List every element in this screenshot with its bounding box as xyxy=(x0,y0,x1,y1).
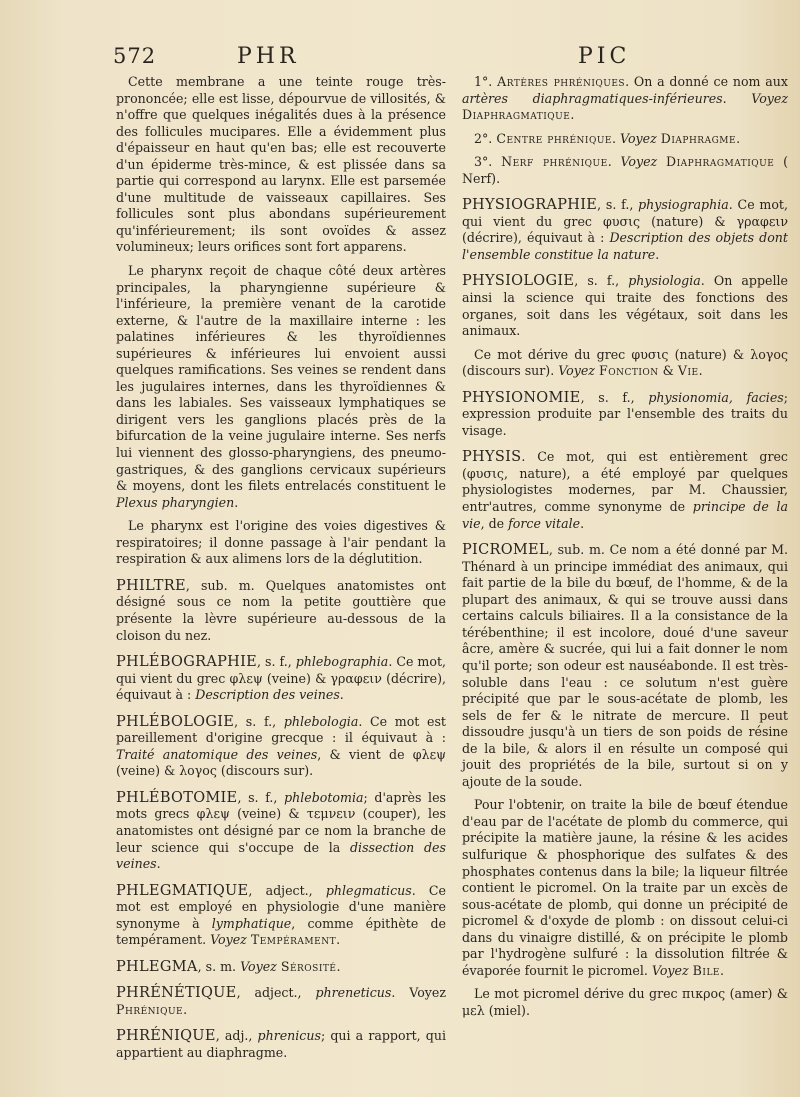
paragraph xyxy=(116,74,446,256)
body-text: . xyxy=(156,856,161,872)
cross-reference: Centre phrénique xyxy=(496,130,612,146)
dictionary-entry xyxy=(462,273,788,339)
body-text: , s. f., xyxy=(574,273,629,289)
italic-text: phlegmaticus xyxy=(325,882,412,898)
entry-headword: PHLÉBOTOMIE xyxy=(116,789,238,806)
body-text: Pour l'obtenir, on traite la bile de bœuf étendue d'eau par de l'acétate de plomb du commerce, qui précipite la matière jaune, la résine & les acides sulfurique & phosphorique des sulfates & des phosphates contenus dans la bile; la liqueur filtrée contient le picromel. On la traite par un excès de sous-acétate de plomb, qui donne un précipité de picromel & d'oxyde de plomb : on dissout celui-ci dans du vinaigre distillé, & on précipite le plomb par l'hydrogène sulfuré : la dissolution filtrée & évaporée fournit le picromel. xyxy=(462,797,788,978)
body-text: . xyxy=(570,107,575,123)
body-text: 2°. xyxy=(474,130,497,146)
body-text: . xyxy=(698,363,703,379)
body-text: , s. m. xyxy=(197,958,241,974)
running-header xyxy=(0,40,800,74)
body-text: . xyxy=(655,246,660,262)
italic-text: Voyez xyxy=(620,130,657,146)
dictionary-entry xyxy=(116,985,446,1018)
body-text: . xyxy=(234,494,239,510)
italic-text: Voyez xyxy=(240,958,277,974)
dictionary-entry xyxy=(116,959,446,976)
body-text: ( Nerf). xyxy=(462,154,789,186)
body-text: ; qui a rapport, qui appartient au diaphragme. xyxy=(116,1028,447,1060)
body-text: , de xyxy=(480,515,509,531)
italic-text: Voyez xyxy=(210,932,247,948)
body-text: Ce mot dérive du grec φυσις (nature) & λογος (discours sur). xyxy=(462,346,788,379)
italic-text: dissection des veines xyxy=(116,839,446,872)
cross-reference: Diaphragmatique xyxy=(665,154,775,170)
paragraph xyxy=(462,74,788,124)
right-column xyxy=(462,74,788,1026)
italic-text: Traité anatomique des veines xyxy=(116,746,318,762)
entry-headword: PHYSIOLOGIE xyxy=(462,273,575,290)
paragraph xyxy=(462,347,788,380)
body-text: , comme épithète de tempérament. xyxy=(116,915,446,948)
body-text: . xyxy=(722,90,752,106)
dictionary-entry xyxy=(116,790,446,873)
body-text: . xyxy=(580,515,585,531)
entry-headword: PICROMEL xyxy=(462,542,549,559)
body-text: . xyxy=(736,130,741,146)
body-text: , s. f., xyxy=(597,197,639,213)
italic-text: phlebologia xyxy=(283,713,359,729)
paragraph xyxy=(462,986,788,1019)
dictionary-entry xyxy=(116,654,446,704)
body-text: , s. f., xyxy=(234,713,284,729)
body-text: , adject., xyxy=(248,882,326,898)
italic-text: principe de la vie xyxy=(462,499,789,531)
entry-headword: PHRÉNIQUE xyxy=(116,1028,216,1045)
entry-headword: PHLÉBOLOGIE xyxy=(116,713,235,730)
italic-text: phrenicus xyxy=(257,1028,321,1044)
italic-text: Voyez xyxy=(651,962,689,978)
body-text: . Ce mot, qui vient du grec φλεψ (veine) & γραφειν (décrire), équivaut à : xyxy=(116,654,447,703)
body-text: . xyxy=(607,154,621,170)
body-text: Le mot picromel dérive du grec πικρος (amer) & μελ (miel). xyxy=(462,986,788,1018)
body-text: , adj., xyxy=(215,1028,258,1044)
italic-text: phlebotomia xyxy=(284,789,364,805)
entry-headword: PHYSIS xyxy=(462,449,522,466)
body-text: . xyxy=(183,1001,188,1017)
entry-headword: PHYSIOGRAPHIE xyxy=(462,197,598,214)
body-text: , sub. m. Ce nom a été donné par M. Thénard à un principe immédiat des animaux, qui fait partie de la bile du bœuf, de l'homme, & de la plupart des animaux, & qui se trouve aussi dans certains calculs biliaires. Il a la consistance de la térébenthine; il est incolore, doué d'une saveur âcre, amère & sucrée, qui lui a fait donner le nom qu'il porte; son odeur est nauséabonde. Il est très-soluble dans l'eau : ce solutum n'est guère précipité que par le sous-acétate de plomb, les sels de fer & le nitrate de mercure. Il peut dissoudre jusqu'à un tiers de son poids de résine de la bile, & alors il en résulte un composé qui jouit des propriétés de la bile, surtout si on y ajoute de la soude. xyxy=(462,542,788,789)
body-text: . Voyez xyxy=(391,985,447,1001)
body-text xyxy=(657,154,666,169)
dictionary-entry xyxy=(462,449,788,532)
dictionary-entry xyxy=(116,578,446,644)
italic-text: Voyez xyxy=(751,90,788,106)
italic-text: lymphatique xyxy=(211,915,292,931)
body-text: , adject., xyxy=(236,985,316,1001)
cross-reference: Vie xyxy=(677,363,699,379)
italic-text: Voyez xyxy=(558,363,595,379)
body-text: Le pharynx est l'origine des voies digestives & respiratoires; il donne passage à l'air pendant la respiration & aux alimens lors de la déglutition. xyxy=(116,518,446,567)
entry-headword: PHRÉNÉTIQUE xyxy=(116,985,237,1002)
cross-reference: Bile xyxy=(692,962,720,978)
dictionary-entry xyxy=(116,714,446,780)
body-text: 1°. xyxy=(474,74,498,89)
body-text: , & vient de φλεψ (veine) & λογος (discours sur). xyxy=(116,746,446,779)
body-text: . Ce mot est employé en physiologie d'une manière synonyme à xyxy=(116,882,446,931)
body-text: , s. f., xyxy=(237,789,285,805)
body-text: . xyxy=(336,958,341,974)
dictionary-entry xyxy=(462,390,788,440)
italic-text: artères diaphragmatiques-inférieures xyxy=(462,90,723,106)
italic-text: physiographia xyxy=(638,197,729,213)
italic-text: Plexus pharyngien xyxy=(116,494,235,510)
paragraph xyxy=(116,263,446,511)
body-text: Cette membrane a une teinte rouge très-prononcée; elle est lisse, dépourvue de villosités, & n'offre que quelques inégalités dues à la présence des follicules mucipares. Elle a évidemment plus d'épaisseur en haut qu'en bas; elle est recouverte d'un épiderme très-mince, & est plissée dans sa partie qui correspond au larynx. Elle est parsemée d'une multitude de vaisseaux capillaires. Ses follicules sont plus abondans supérieurement qu'inférieurement; ils sont ovoïdes & assez volumineux; leurs orifices sont fort apparens. xyxy=(116,74,446,255)
right-running-head: PIC xyxy=(578,44,631,69)
entry-headword: PHLEGMA xyxy=(116,958,198,975)
cross-reference: Nerf phrénique xyxy=(501,154,608,170)
cross-reference: Diaphragme xyxy=(660,130,737,146)
body-text: , sub. m. Quelques anatomistes ont désigné sous ce nom la petite gouttière que présente la lèvre supérieure au-dessous de la cloison du nez. xyxy=(116,577,446,643)
paragraph xyxy=(462,797,788,979)
paragraph xyxy=(462,154,788,187)
body-text: 3°. xyxy=(474,154,502,170)
dictionary-entry xyxy=(116,1028,446,1061)
body-text: . Ce mot, qui vient du grec φυσις (nature) & γραφειν (décrire), équivaut à : xyxy=(462,197,788,246)
cross-reference: Tempérament xyxy=(250,932,337,948)
body-text: ; expression produite par l'ensemble des traits du visage. xyxy=(462,389,788,438)
cross-reference: Phrénique xyxy=(116,1001,184,1017)
cross-reference: Artères phréniques xyxy=(497,74,626,89)
cross-reference: Diaphragmatique xyxy=(462,107,571,123)
italic-text: physionomia, facies xyxy=(648,389,784,405)
italic-text: Voyez xyxy=(620,154,658,170)
paragraph xyxy=(116,518,446,568)
entry-headword: PHLÉBOGRAPHIE xyxy=(116,654,258,671)
italic-text: phlebographia xyxy=(295,654,389,670)
left-running-head: PHR xyxy=(237,44,300,69)
body-text: ; d'après les mots grecs φλεψ (veine) & τεμνειν (couper), les anatomistes ont désigné par ce nom la branche de leur science qui s'occupe de la xyxy=(116,789,446,855)
body-text: , s. f., xyxy=(580,389,649,405)
dictionary-entry xyxy=(116,883,446,949)
body-text: . xyxy=(336,932,341,948)
page-number: 572 xyxy=(113,44,157,68)
italic-text: force vitale xyxy=(508,515,581,531)
italic-text: Description des veines xyxy=(195,687,340,703)
body-text: . xyxy=(720,962,725,978)
body-text: . On appelle ainsi la science qui traite des fonctions des organes, soit dans les végétaux, soit dans les animaux. xyxy=(462,273,788,339)
entry-headword: PHLEGMATIQUE xyxy=(116,882,249,899)
cross-reference: Fonction xyxy=(598,363,659,379)
body-text: Le pharynx reçoit de chaque côté deux artères principales, la pharyngienne supérieure & l'inférieure, la première venant de la carotide externe, & l'autre de la maxillaire interne : les palatines inférieures & les thyroïdiennes supérieures & inférieures lui envoient aussi quelques ramifications. Ses veines se rendent dans les jugulaires internes, dans les thyroïdiennes & dans les labiales. Ses vaisseaux lymphatiques se dirigent vers les ganglions placés près de la bifurcation de la veine jugulaire interne. Ses nerfs lui viennent des glosso-pharyngiens, des pneumo-gastriques, & des ganglions cervicaux supérieurs & moyens, dont les filets entrelacés constituent le xyxy=(116,263,446,494)
body-text: . xyxy=(611,130,620,146)
italic-text: phreneticus xyxy=(315,985,392,1001)
body-text: . xyxy=(339,687,344,703)
body-text: , s. f., xyxy=(257,654,296,670)
dictionary-entry xyxy=(462,542,788,790)
entry-headword: PHILTRE xyxy=(116,577,186,594)
body-text: . Ce mot est pareillement d'origine grecque : il équivaut à : xyxy=(116,713,446,746)
left-column xyxy=(116,74,446,1069)
cross-reference: Sérosité xyxy=(280,958,337,974)
body-text: . On a donné ce nom aux xyxy=(625,74,788,89)
italic-text: physiologia xyxy=(628,273,701,289)
body-text: & xyxy=(658,363,678,379)
italic-text: Description des objets dont l'ensemble constitue la nature xyxy=(462,230,788,262)
dictionary-entry xyxy=(462,197,788,263)
entry-headword: PHYSIONOMIE xyxy=(462,389,581,406)
body-text: . Ce mot, qui est entièrement grec (φυσις, nature), a été employé par quelques physiologistes modernes, par M. Chaussier, entr'autres, comme synonyme de xyxy=(462,449,788,515)
paragraph xyxy=(462,131,788,148)
